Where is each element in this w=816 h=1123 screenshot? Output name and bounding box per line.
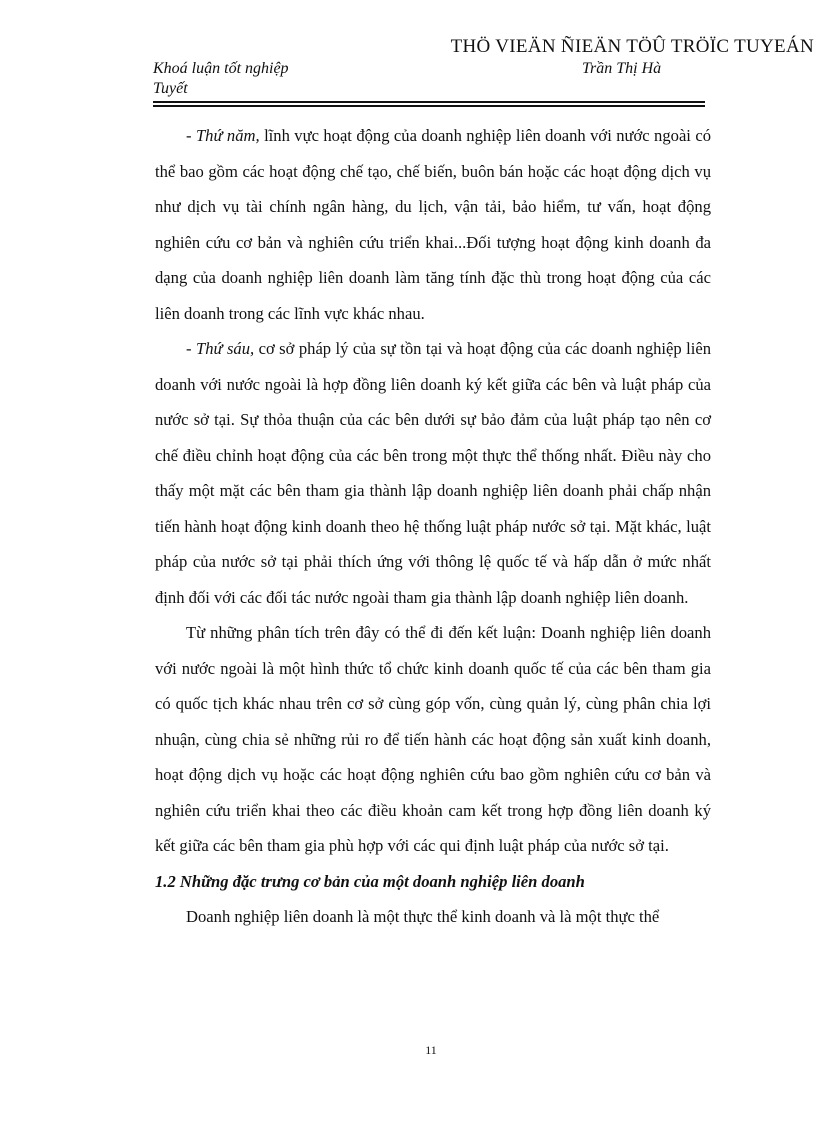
paragraph-thu-sau bbox=[155, 331, 711, 615]
paragraph-conclusion bbox=[155, 615, 711, 864]
paragraph-emphasis: Thứ năm, bbox=[195, 126, 260, 145]
header-thesis-label: Khoá luận tốt nghiệp bbox=[153, 60, 289, 77]
paragraph-lead: - bbox=[186, 126, 196, 145]
paragraph-text: cơ sở pháp lý của sự tồn tại và hoạt động của các doanh nghiệp liên doanh với nước ngoài là hợp đồng liên doanh ký kết giữa các bên và luật pháp của nước sở tại. Sự thỏa thuận của các bên dưới sự bảo đảm của luật pháp tạo nên cơ chế điều chỉnh hoạt động của các bên trong một thực thể thống nhất. Điều này cho thấy một mặt các bên tham gia thành lập doanh nghiệp liên doanh phải chấp nhận tiến hành hoạt động kinh doanh theo hệ thống luật pháp nước sở tại. Mặt khác, luật pháp của nước sở tại phải thích ứng với thông lệ quốc tế và hấp dẫn ở mức nhất định đối với các đối tác nước ngoài tham gia thành lập doanh nghiệp liên doanh. bbox=[155, 339, 711, 607]
paragraph-lead: - bbox=[186, 339, 196, 358]
header-author-name: Trần Thị Hà bbox=[582, 60, 662, 77]
header-rule-top bbox=[153, 101, 705, 103]
paragraph-section-intro: Doanh nghiệp liên doanh là một thực thể kinh doanh và là một thực thể bbox=[186, 907, 660, 926]
paragraph-text: lĩnh vực hoạt động của doanh nghiệp liên doanh với nước ngoài có thể bao gồm các hoạt động chế tạo, chế biến, buôn bán hoặc các hoạt động dịch vụ như dịch vụ tài chính ngân hàng, du lịch, vận tải, bảo hiểm, tư vấn, hoạt động nghiên cứu cơ bản và nghiên cứu triển khai...Đối tượng hoạt động kinh doanh đa dạng của doanh nghiệp liên doanh làm tăng tính đặc thù trong hoạt động của các liên doanh trong các lĩnh vực khác nhau. bbox=[155, 126, 711, 323]
page-number: 11 bbox=[425, 1043, 437, 1057]
paragraph-emphasis: Thứ sáu, bbox=[195, 339, 255, 358]
header-author-name-continued: Tuyết bbox=[153, 80, 188, 97]
paragraph-thu-nam bbox=[155, 118, 711, 331]
header-rule-bottom bbox=[153, 105, 705, 107]
document-body bbox=[155, 118, 711, 935]
watermark-text: THÖ VIEÄN ÑIEÄN TÖÛ TRÖÏC TUYEÁN bbox=[450, 36, 814, 57]
paragraph-text: Từ những phân tích trên đây có thể đi đến kết luận: Doanh nghiệp liên doanh với nước ngoài là một hình thức tổ chức kinh doanh quốc tế của các bên tham gia có quốc tịch khác nhau trên cơ sở cùng góp vốn, cùng quản lý, cùng phân chia lợi nhuận, cùng chia sẻ những rủi ro để tiến hành các hoạt động sản xuất kinh doanh, hoạt động dịch vụ hoặc các hoạt động nghiên cứu bao gồm nghiên cứu cơ bản và nghiên cứu triển khai theo các điều khoản cam kết trong hợp đồng liên doanh ký kết giữa các bên tham gia phù hợp với các qui định luật pháp của nước sở tại. bbox=[155, 623, 711, 855]
section-heading: 1.2 Những đặc trưng cơ bản của một doanh nghiệp liên doanh bbox=[155, 871, 585, 891]
